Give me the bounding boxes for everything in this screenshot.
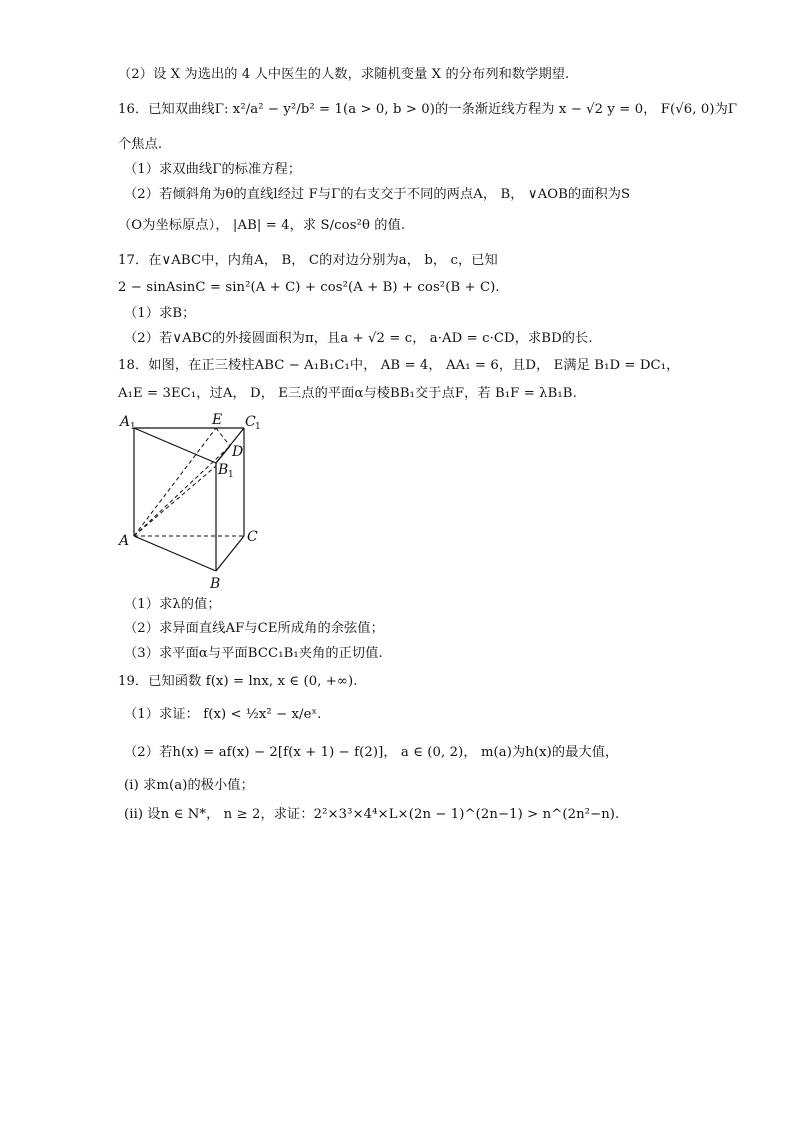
prism-diagram	[112, 408, 272, 592]
q19-part2: （2）若h(x) = af(x) − 2[f(x + 1) − f(2)]， a ∈ (0, 2)， m(a)为h(x)的最大值，	[124, 745, 619, 760]
label-A1: A	[120, 414, 131, 430]
q18-part2: （2）求异面直线AF与CE所成角的余弦值；	[124, 621, 384, 636]
label-A: A	[119, 533, 130, 549]
label-B1: B	[218, 462, 229, 478]
label-C1-sub: 1	[255, 422, 261, 432]
label-C: C	[247, 529, 258, 545]
q16-stem: 16．已知双曲线Γ: x²/a² − y²/b² = 1(a > 0, b > 0)的一条渐近线方程为 x − √2 y = 0， F(√6, 0)为Γ	[118, 102, 738, 117]
label-B1-sub: 1	[228, 470, 234, 480]
q16-part2: （2）若倾斜角为θ的直线l经过 F与Γ的右支交于不同的两点A， B， ∨AOB的面积为S	[124, 187, 631, 202]
label-C1: C	[245, 414, 256, 430]
label-A1-sub: 1	[130, 422, 136, 432]
label-B: B	[210, 576, 221, 592]
prism-solid-edges	[134, 428, 244, 571]
q18-part1: （1）求λ的值；	[124, 597, 221, 612]
q16-part2-cont: （O为坐标原点）， |AB| = 4，求 S/cos²θ 的值.	[118, 218, 406, 233]
label-E: E	[212, 412, 223, 428]
q16-part1: （1）求双曲线Γ的标准方程；	[124, 162, 302, 177]
q17-equation: 2 − sinAsinC = sin²(A + C) + cos²(A + B) + cos²(B + C).	[118, 280, 500, 295]
q19-part2-i: (i) 求m(a)的极小值；	[124, 778, 254, 793]
q17-part2: （2）若∨ABC的外接圆面积为π，且a + √2 = c， a·AD = c·CD，求BD的长.	[124, 331, 593, 346]
q17-stem: 17．在∨ABC中，内角A， B， C的对边分别为a， b， c，已知	[118, 253, 498, 268]
q17-part1: （1）求B；	[124, 306, 196, 321]
q18-part3: （3）求平面α与平面BCC₁B₁夹角的正切值.	[124, 646, 383, 661]
q19-part1: （1）求证： f(x) < ½x² − x/eˣ.	[124, 707, 322, 722]
q19-part2-ii: (ii) 设n ∈ N*， n ≥ 2，求证：2²×3³×4⁴×L×(2n − 1)^(2n−1) > n^(2n²−n).	[124, 807, 620, 822]
q15-part2: （2）设 X 为选出的 4 人中医生的人数，求随机变量 X 的分布列和数学期望.	[118, 67, 570, 82]
label-D: D	[232, 444, 244, 460]
q18-stem: 18．如图，在正三棱柱ABC − A₁B₁C₁中， AB = 4， AA₁ = 6，且D， E满足 B₁D = DC₁，	[118, 358, 680, 373]
q18-stem-cont: A₁E = 3EC₁，过A， D， E三点的平面α与棱BB₁交于点F，若 B₁F = λB₁B.	[118, 386, 577, 401]
q19-stem: 19．已知函数 f(x) = lnx, x ∈ (0, +∞).	[118, 674, 358, 689]
prism-dashed-edges	[134, 428, 244, 536]
q16-stem-cont: 个焦点.	[118, 137, 163, 152]
prism-figure	[112, 408, 272, 592]
